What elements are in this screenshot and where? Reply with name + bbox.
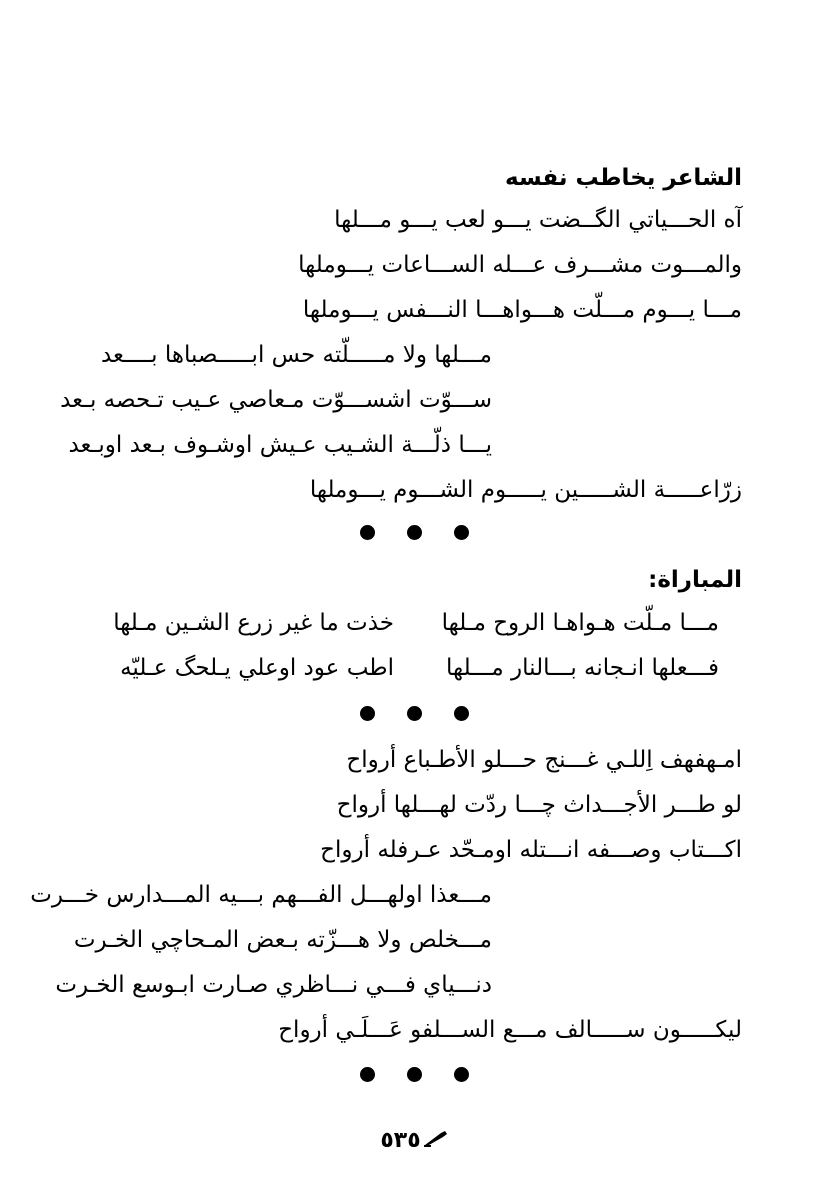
page-number: ٥٣٥: [380, 1128, 421, 1153]
verse-line: ســـوّت اشســـوّت مـعاصي عـيب تـحصه بـعد: [60, 387, 492, 413]
dot-icon: [360, 706, 375, 721]
section-title: الشاعر يخاطب نفسه: [505, 165, 742, 191]
couplet-left: اطب عود اوعلي يـلحگ عـليّه: [120, 655, 394, 681]
verse-line: مـــا يـــوم مـــلّت هـــواهـــا النـــفس يـــوملها: [302, 297, 742, 323]
verse-line: يـــا ذلّـــة الشـيب عـيش اوشـوف بـعد اوبـعد: [68, 432, 492, 458]
pen-icon: [423, 1128, 449, 1153]
dot-icon: [407, 706, 422, 721]
page-footer: [0, 1128, 829, 1153]
verse-line: اكـــتاب وصـــفه انـــتله اومـحّد عـرفله أرواح: [320, 837, 742, 863]
verse-line: مـــعذا اولهـــل الفـــهم بـــيه المـــدارس خـــرت: [30, 882, 492, 908]
verse-line: مـــلها ولا مـــــلّته حس ابـــــصباها بــــعد: [100, 342, 492, 368]
verse-line: مـــخلص ولا هـــزّته بـعض المـحاچي الخـرت: [73, 927, 492, 953]
verse-line: زرّاعـــــة الشـــــين يـــــوم الشـــوم يـــوملها: [309, 477, 742, 503]
separator-dots: [0, 1067, 829, 1082]
couplet-left: خذت ما غير زرع الشـين مـلها: [113, 610, 394, 636]
dot-icon: [407, 1067, 422, 1082]
couplet-right: فـــعلها انـجانه بـــالنار مـــلها: [445, 655, 719, 681]
section-title: المباراة:: [648, 567, 742, 593]
verse-line: آه الحـــياتي الگــضت يـــو لعب يـــو مـــلها: [334, 207, 742, 233]
verse-line: والمـــوت مشـــرف عـــله الســـاعات يـــوملها: [298, 252, 742, 278]
verse-line: ليكـــــون ســـــالف مـــع الســـلفو عَـــلَـي أرواح: [278, 1017, 742, 1043]
dot-icon: [360, 525, 375, 540]
verse-line: امـهفهف اِللـي غـــنج حـــلو الأطـباع أرواح: [346, 747, 742, 773]
dot-icon: [407, 525, 422, 540]
verse-line: لو طـــر الأجـــداث چـــا ردّت لهـــلها أرواح: [336, 792, 742, 818]
dot-icon: [360, 1067, 375, 1082]
couplet-right: مـــا مـلّت هـواهـا الروح مـلها: [441, 610, 719, 636]
dot-icon: [454, 706, 469, 721]
separator-dots: [0, 525, 829, 540]
dot-icon: [454, 525, 469, 540]
separator-dots: [0, 706, 829, 721]
verse-line: دنـــياي فـــي نـــاظري صـارت ابـوسع الخـرت: [55, 972, 492, 998]
dot-icon: [454, 1067, 469, 1082]
